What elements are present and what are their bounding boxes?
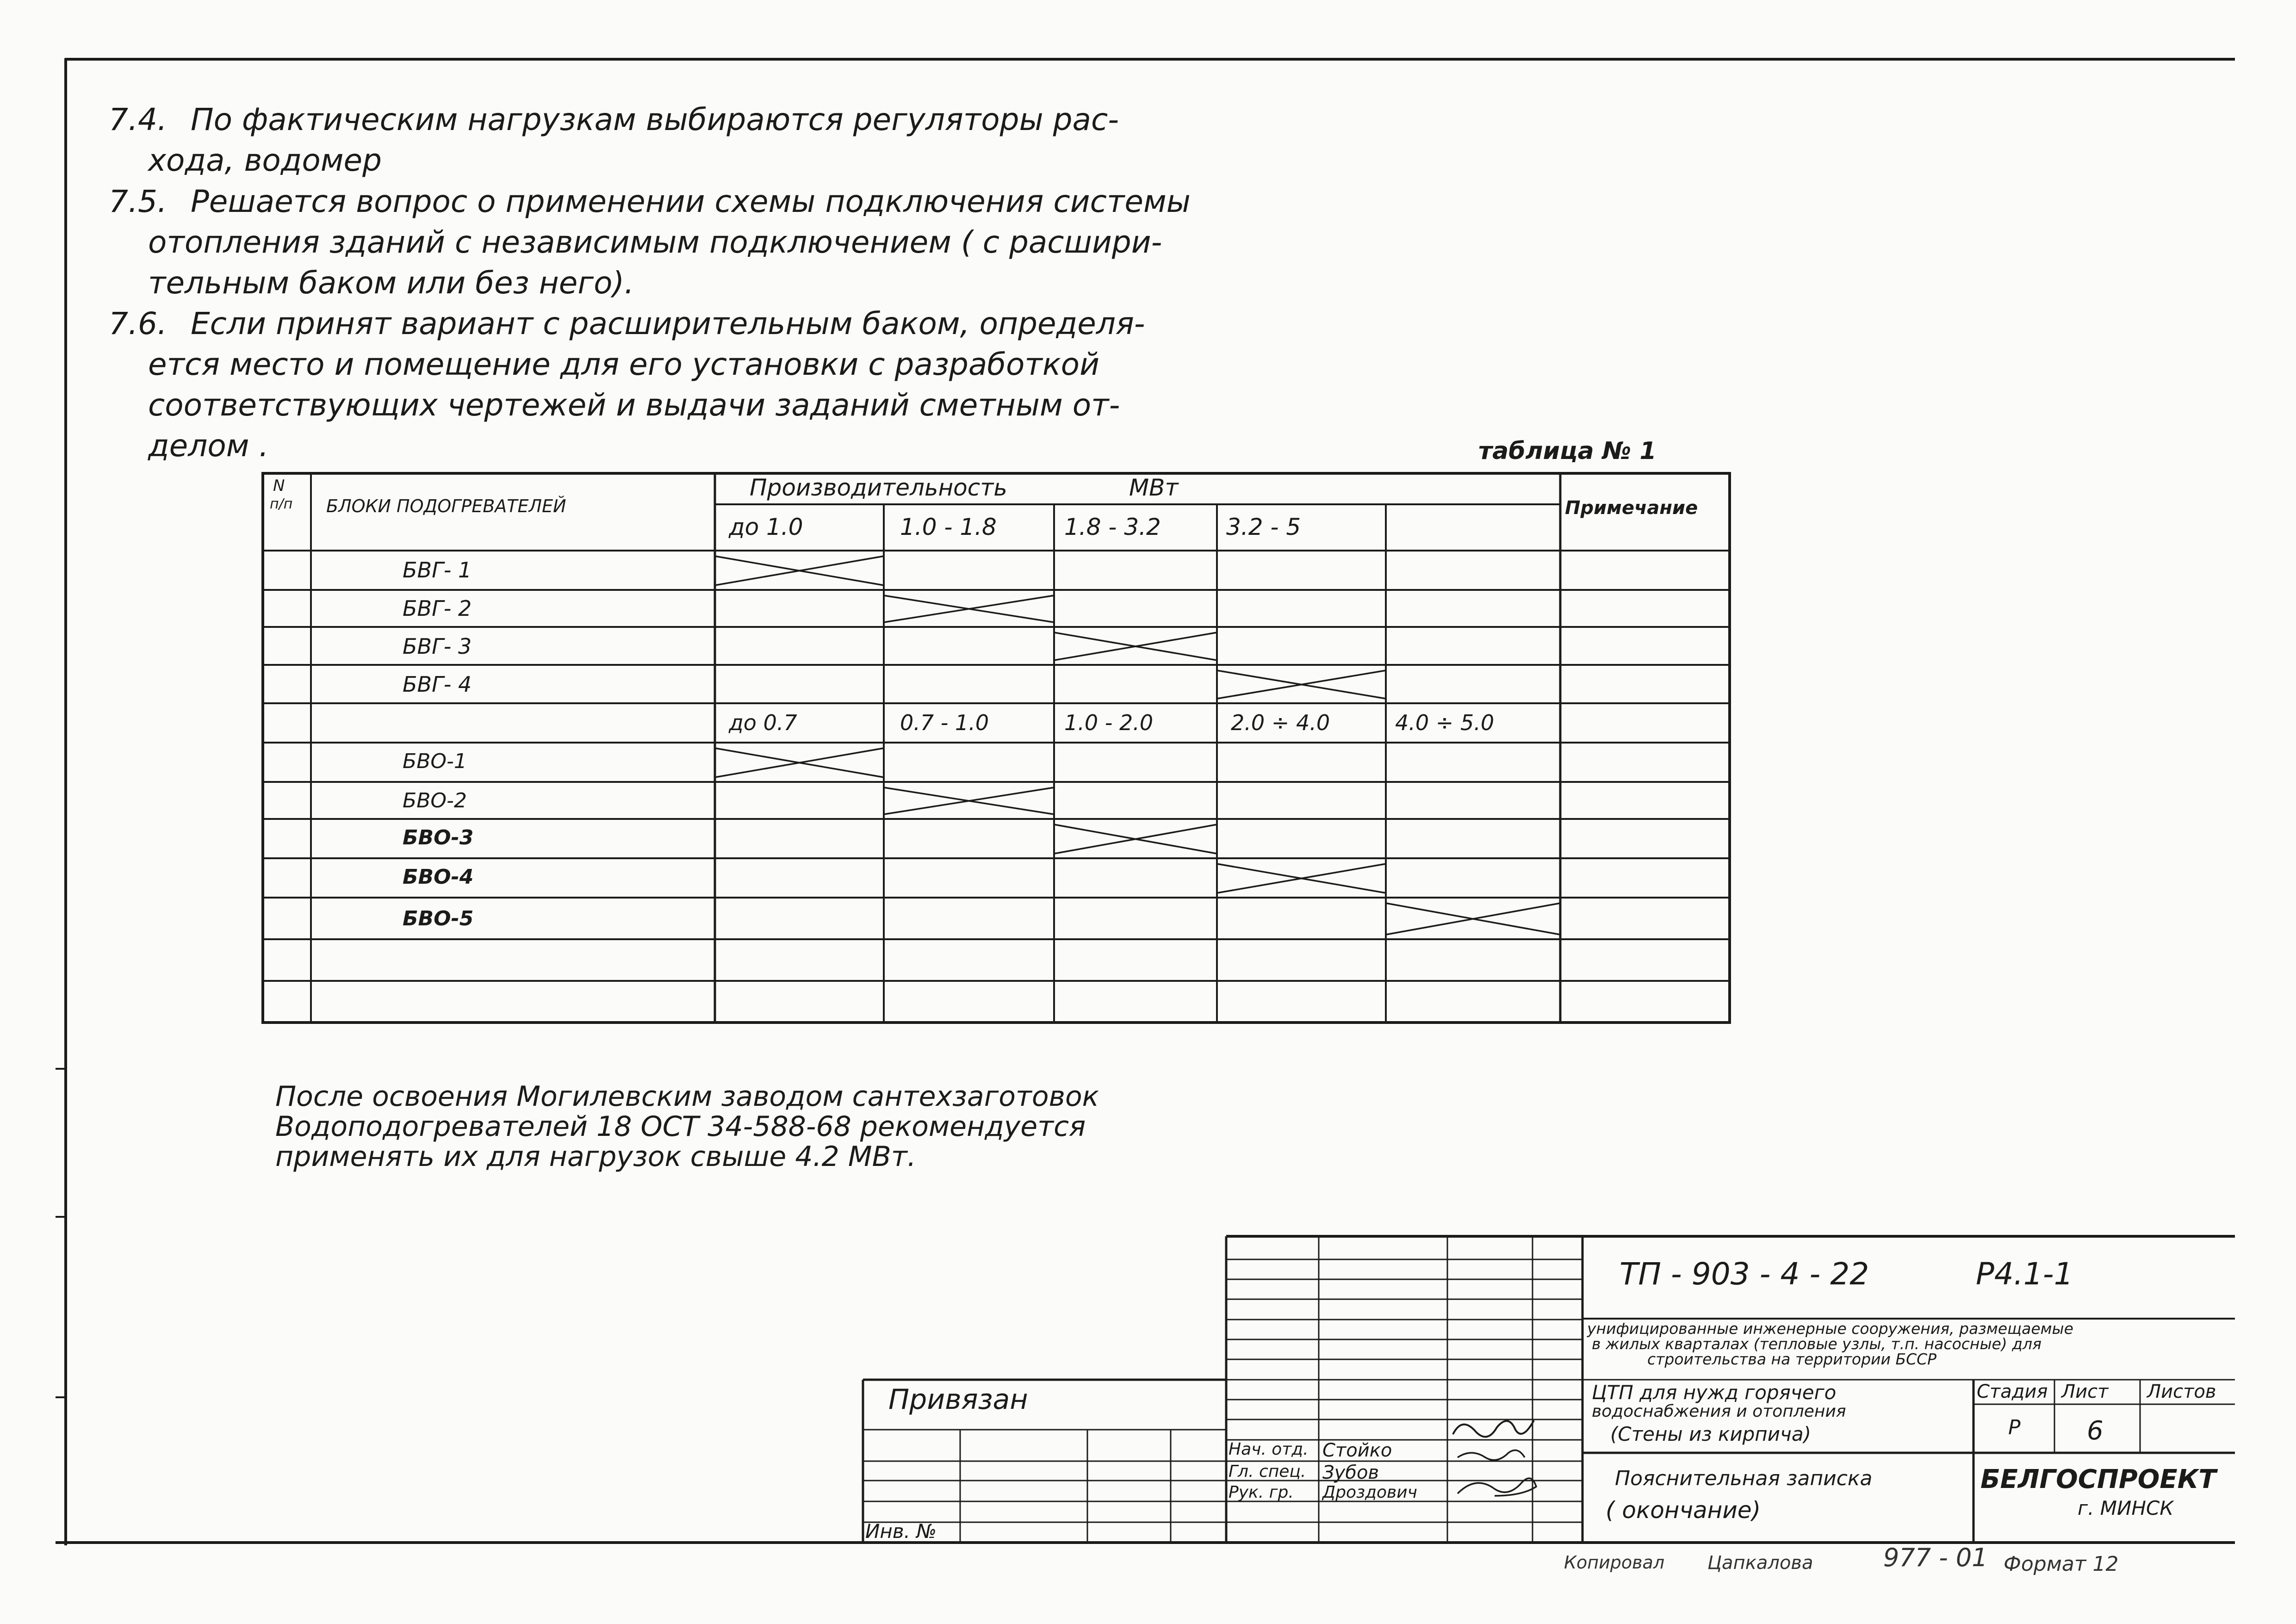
privyazan-label: Привязан [888,1383,1028,1416]
clause-line: Если принят вариант с расширительным баком, определя- [190,306,1145,341]
header-unit: МВт [1129,474,1179,501]
object-title-line: водоснабжения и отопления [1592,1402,1846,1421]
staff-role: Рук. гр. [1229,1483,1294,1502]
format-label: Формат 12 [2004,1552,2119,1576]
inv-no-label: Инв. № [865,1520,937,1543]
block-name: БВГ- 1 [403,558,472,583]
archive-number: 977 - 01 [1883,1543,1988,1572]
sheet-code: Р4.1-1 [1976,1256,2073,1292]
clause-number: 7.4. [109,102,167,137]
sheet-label: Лист [2061,1381,2109,1402]
header-num: N [273,477,285,495]
clause-number: 7.6. [109,306,167,341]
doc-title-line: Пояснительная записка [1615,1467,1873,1490]
stage-label: Стадия [1977,1381,2048,1402]
staff-name: Зубов [1322,1462,1379,1483]
block-name: БВГ- 3 [403,634,472,659]
description-line: в жилых кварталах (тепловые узлы, т.п. насосные) для [1592,1335,2042,1353]
clause-line: тельным баком или без него). [148,265,634,301]
table-grid [263,473,1730,1023]
city: г. МИНСК [2078,1497,2174,1519]
description-line: унифицированные инженерные сооружения, размещаемые [1587,1320,2073,1338]
block-name: БВО-3 [403,826,474,849]
footnote-line: применять их для нагрузок свыше 4.2 МВт. [275,1141,916,1173]
clause-7-6 [109,304,1145,344]
clause-line: делом . [148,428,269,464]
stage-value: Р [2008,1416,2021,1439]
clause-line: хода, водомер [148,143,382,178]
header-blocks: БЛОКИ ПОДОГРЕВАТЕЛЕЙ [326,496,566,516]
staff-role: Нач. отд. [1229,1440,1309,1459]
staff-name: Стойко [1322,1440,1392,1461]
clause-line: Решается вопрос о применении схемы подключения системы [190,184,1191,219]
range-bvo-1: до 0.7 [729,710,797,735]
range-bvg-3: 1.8 - 3.2 [1064,514,1161,540]
doc-title-line: ( окончание) [1606,1497,1761,1524]
header-capacity: Производительность [750,474,1007,501]
header-note: Примечание [1565,497,1698,519]
staff-role: Гл. спец. [1229,1462,1306,1481]
organization: БЕЛГОСПРОЕКТ [1980,1464,2216,1494]
sheet-value: 6 [2087,1416,2104,1446]
clause-7-4 [109,99,1119,140]
range-bvg-4: 3.2 - 5 [1226,514,1301,540]
range-bvo-2: 0.7 - 1.0 [900,710,989,735]
range-bvo-5: 4.0 ÷ 5.0 [1395,710,1495,735]
clause-7-5 [109,181,1191,222]
clause-line: По фактическим нагрузкам выбираются регуляторы рас- [190,102,1119,137]
clause-line: соответствующих чертежей и выдачи заданий сметным от- [148,387,1120,423]
staff-name: Дроздович [1322,1483,1417,1502]
clause-number: 7.5. [109,184,167,219]
clause-line: ется место и помещение для его установки с разработкой [148,347,1099,382]
copier-name: Цапкалова [1707,1552,1813,1574]
block-name: БВО-1 [403,750,467,773]
footnote-line: После освоения Могилевским заводом сантехзаготовок [275,1080,1099,1113]
block-name: БВГ- 2 [403,596,472,621]
range-bvo-3: 1.0 - 2.0 [1064,710,1154,735]
sheets-label: Листов [2147,1381,2216,1402]
block-name: БВГ- 4 [403,672,472,697]
range-bvg-2: 1.0 - 1.8 [900,514,997,540]
copied-label: Копировал [1564,1552,1665,1573]
clause-line: отопления зданий с независимым подключением ( с расшири- [148,224,1162,260]
signature [1453,1420,1534,1437]
project-code: ТП - 903 - 4 - 22 [1620,1256,1869,1292]
header-num-sub: п/п [270,496,293,512]
range-bvg-1: до 1.0 [729,514,803,540]
table-caption: таблица № 1 [1478,437,1657,465]
block-name: БВО-5 [403,907,474,930]
block-name: БВО-2 [403,789,467,812]
range-bvo-4: 2.0 ÷ 4.0 [1231,710,1330,735]
signature [1458,1450,1525,1460]
cross-marks [715,556,1560,935]
footnote-line: Водоподогревателей 18 ОСТ 34-588-68 рекомендуется [275,1110,1086,1143]
object-title-line: (Стены из кирпича) [1610,1423,1811,1445]
description-line: строительства на территории БССР [1647,1350,1937,1368]
block-name: БВО-4 [403,865,474,889]
object-title-line: ЦТП для нужд горячего [1592,1381,1837,1404]
